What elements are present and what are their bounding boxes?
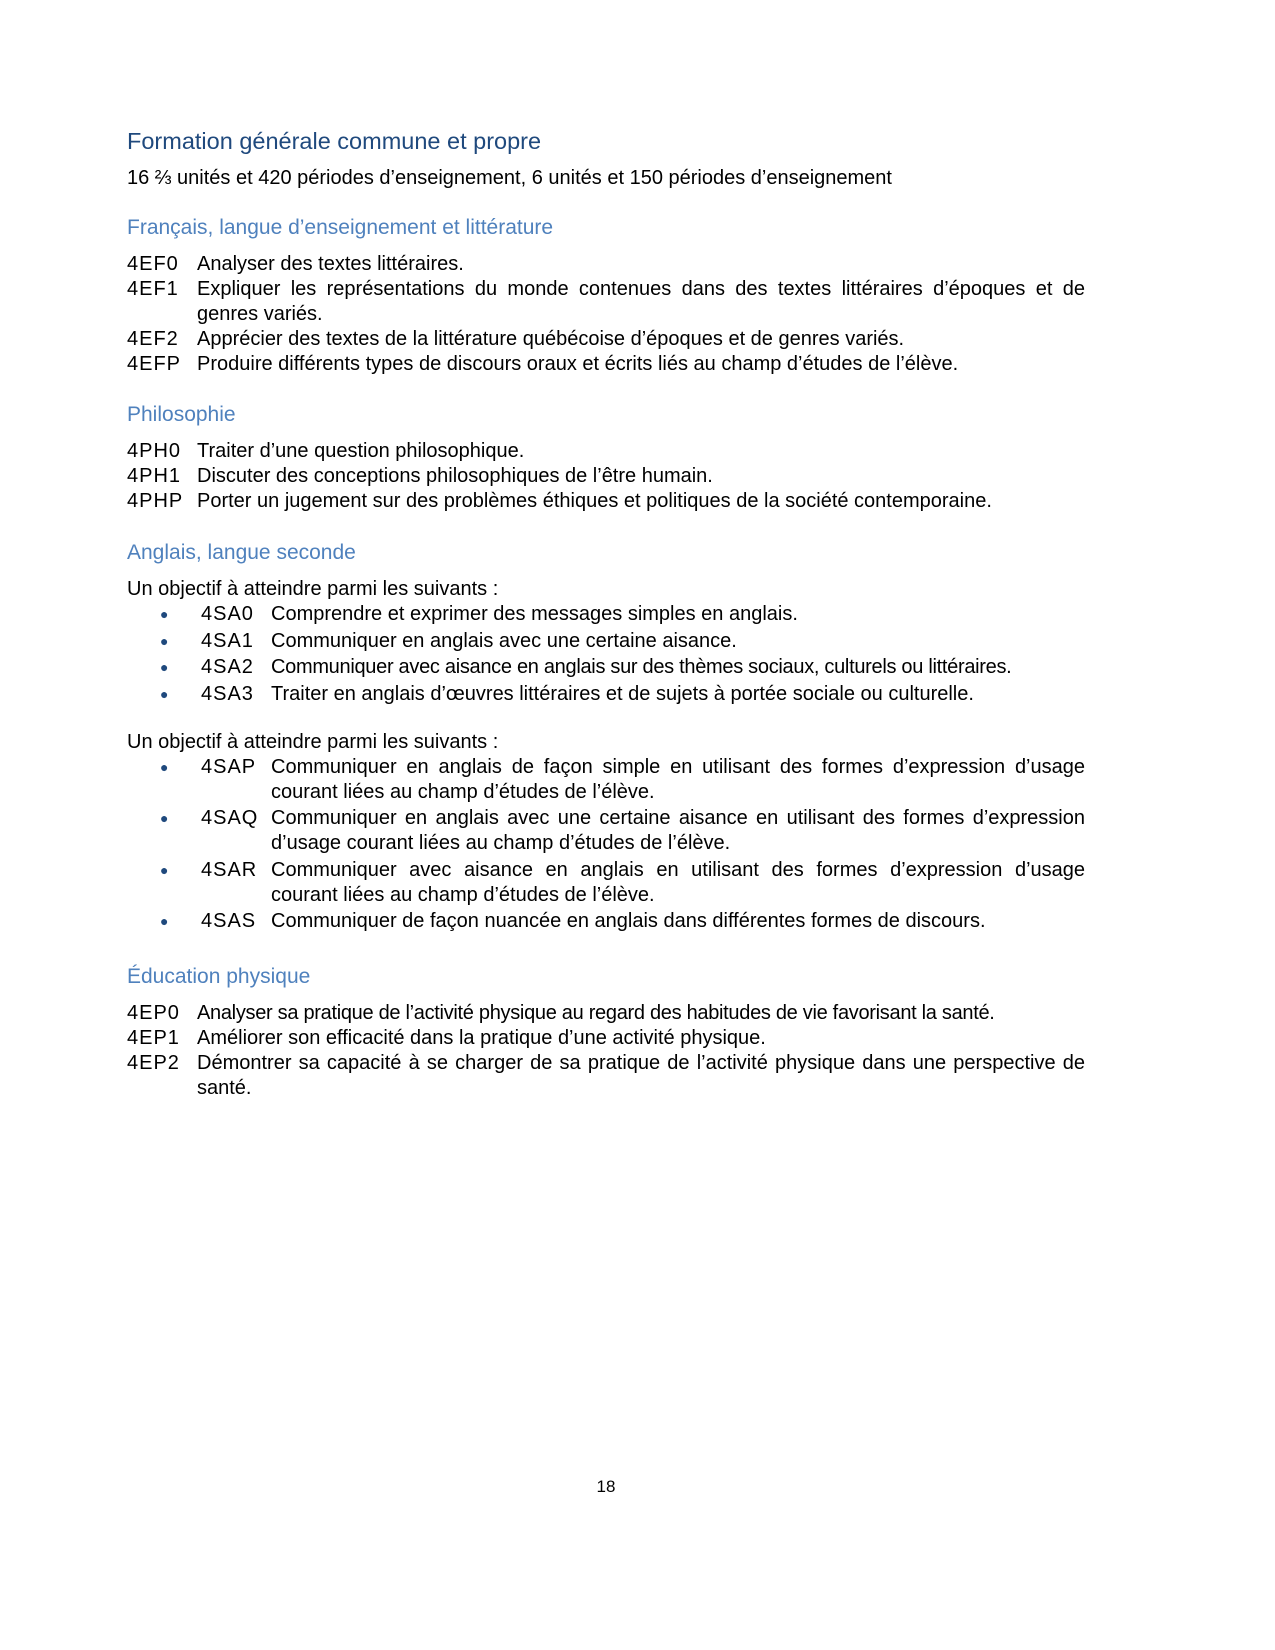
bullet-icon: ● [160,659,169,675]
item-code: 4SAP [201,755,257,778]
heading-anglais: Anglais, langue seconde [127,541,356,564]
bullet-icon: ● [160,913,169,929]
item-text: Comprendre et exprimer des messages simples en anglais. [271,603,798,625]
item-code: 4SA0 [201,603,254,625]
item-code: 4SA2 [201,656,254,678]
section-philosophie [127,402,1085,514]
list-item [127,1051,1085,1101]
bullet-item [127,806,1085,856]
item-code: 4PH0 [127,440,182,462]
item-text: Communiquer en anglais de façon simple en utilisant des formes d’expression d’usage courant liées au champ d’études de l’élève. [271,755,1085,803]
item-text: Porter un jugement sur des problèmes éthiques et politiques de la société contemporaine. [197,490,992,512]
bullet-icon: ● [160,685,169,702]
item-code: 4SAS [201,910,257,932]
heading-francais: Français, langue d’enseignement et littérature [127,216,554,239]
item-code: 4SA3 [201,682,254,705]
item-text: Expliquer les représentations du monde contenues dans des textes littéraires d’époques et de genres variés. [197,278,1085,325]
bullet-item [127,682,1085,707]
section-education-physique [127,964,1085,1101]
page-number: 18 [596,1477,616,1496]
item-text: Analyser sa pratique de l’activité physique au regard des habitudes de vie favorisant la santé. [197,1002,995,1024]
list-item [127,489,1085,514]
item-code: 4EP0 [127,1002,180,1024]
item-code: 4EF1 [127,278,179,300]
item-text: Communiquer en anglais avec une certaine aisance. [271,629,737,652]
item-code: 4EP1 [127,1027,180,1049]
bullet-icon: ● [160,810,169,826]
item-code: 4SAR [201,858,258,881]
heading-education-physique: Éducation physique [127,965,311,988]
list-item [127,464,1085,489]
item-text: Communiquer avec aisance en anglais en utilisant des formes d’expression d’usage courant liées au champ d’études de l’élève. [271,858,1085,906]
heading-philosophie: Philosophie [127,403,236,426]
list-item [127,277,1085,327]
item-text: Traiter d’une question philosophique. [197,440,525,462]
bullet-item [127,602,1085,627]
units-summary: 16 ⅔ unités et 420 périodes d’enseignement, 6 unités et 150 périodes d’enseignement [127,167,892,189]
bullet-icon: ● [160,861,169,878]
item-text: Communiquer en anglais avec une certaine aisance en utilisant des formes d’expression d’usage courant liées au champ d’études de l’élève. [271,807,1085,854]
section-anglais [127,540,1085,936]
item-text: Analyser des textes littéraires. [197,253,464,275]
item-code: 4EF2 [127,328,179,350]
bullet-icon: ● [160,606,169,622]
bullet-item [127,629,1085,654]
item-code: 4EP2 [127,1052,180,1074]
item-code: 4SA1 [201,629,254,652]
item-text: Communiquer de façon nuancée en anglais dans différentes formes de discours. [271,910,986,932]
item-text: Discuter des conceptions philosophiques de l’être humain. [197,465,713,487]
item-text: Améliorer son efficacité dans la pratique d’une activité physique. [197,1027,766,1049]
bullet-icon: ● [160,632,169,649]
title-block [127,127,1085,191]
item-code: 4SAQ [201,807,259,829]
list-item [127,327,1085,352]
group-intro: Un objectif à atteindre parmi les suivants : [127,730,499,753]
list-item [127,352,1085,377]
bullet-item [127,858,1085,908]
list-item [127,1001,1085,1026]
item-code: 4PH1 [127,465,182,487]
bullet-item [127,909,1085,934]
item-code: 4EFP [127,353,182,375]
bullet-item [127,755,1085,805]
item-text: Traiter en anglais d’œuvres littéraires et de sujets à portée sociale ou culturelle. [271,682,974,705]
item-text: Produire différents types de discours oraux et écrits liés au champ d’études de l’élève. [197,353,959,375]
group-intro: Un objectif à atteindre parmi les suivants : [127,578,499,600]
list-item [127,252,1085,277]
list-item [127,1026,1085,1051]
item-text: Démontrer sa capacité à se charger de sa pratique de l’activité physique dans une perspective de santé. [197,1052,1085,1099]
bullet-icon: ● [160,758,169,775]
item-code: 4EF0 [127,253,179,275]
item-text: Communiquer avec aisance en anglais sur des thèmes sociaux, culturels ou littéraires. [271,656,1012,678]
section-title: Formation générale commune et propre [127,128,542,154]
item-text: Apprécier des textes de la littérature québécoise d’époques et de genres variés. [197,328,905,350]
section-francais [127,215,1085,377]
bullet-item [127,655,1085,680]
item-code: 4PHP [127,490,184,512]
list-item [127,439,1085,464]
